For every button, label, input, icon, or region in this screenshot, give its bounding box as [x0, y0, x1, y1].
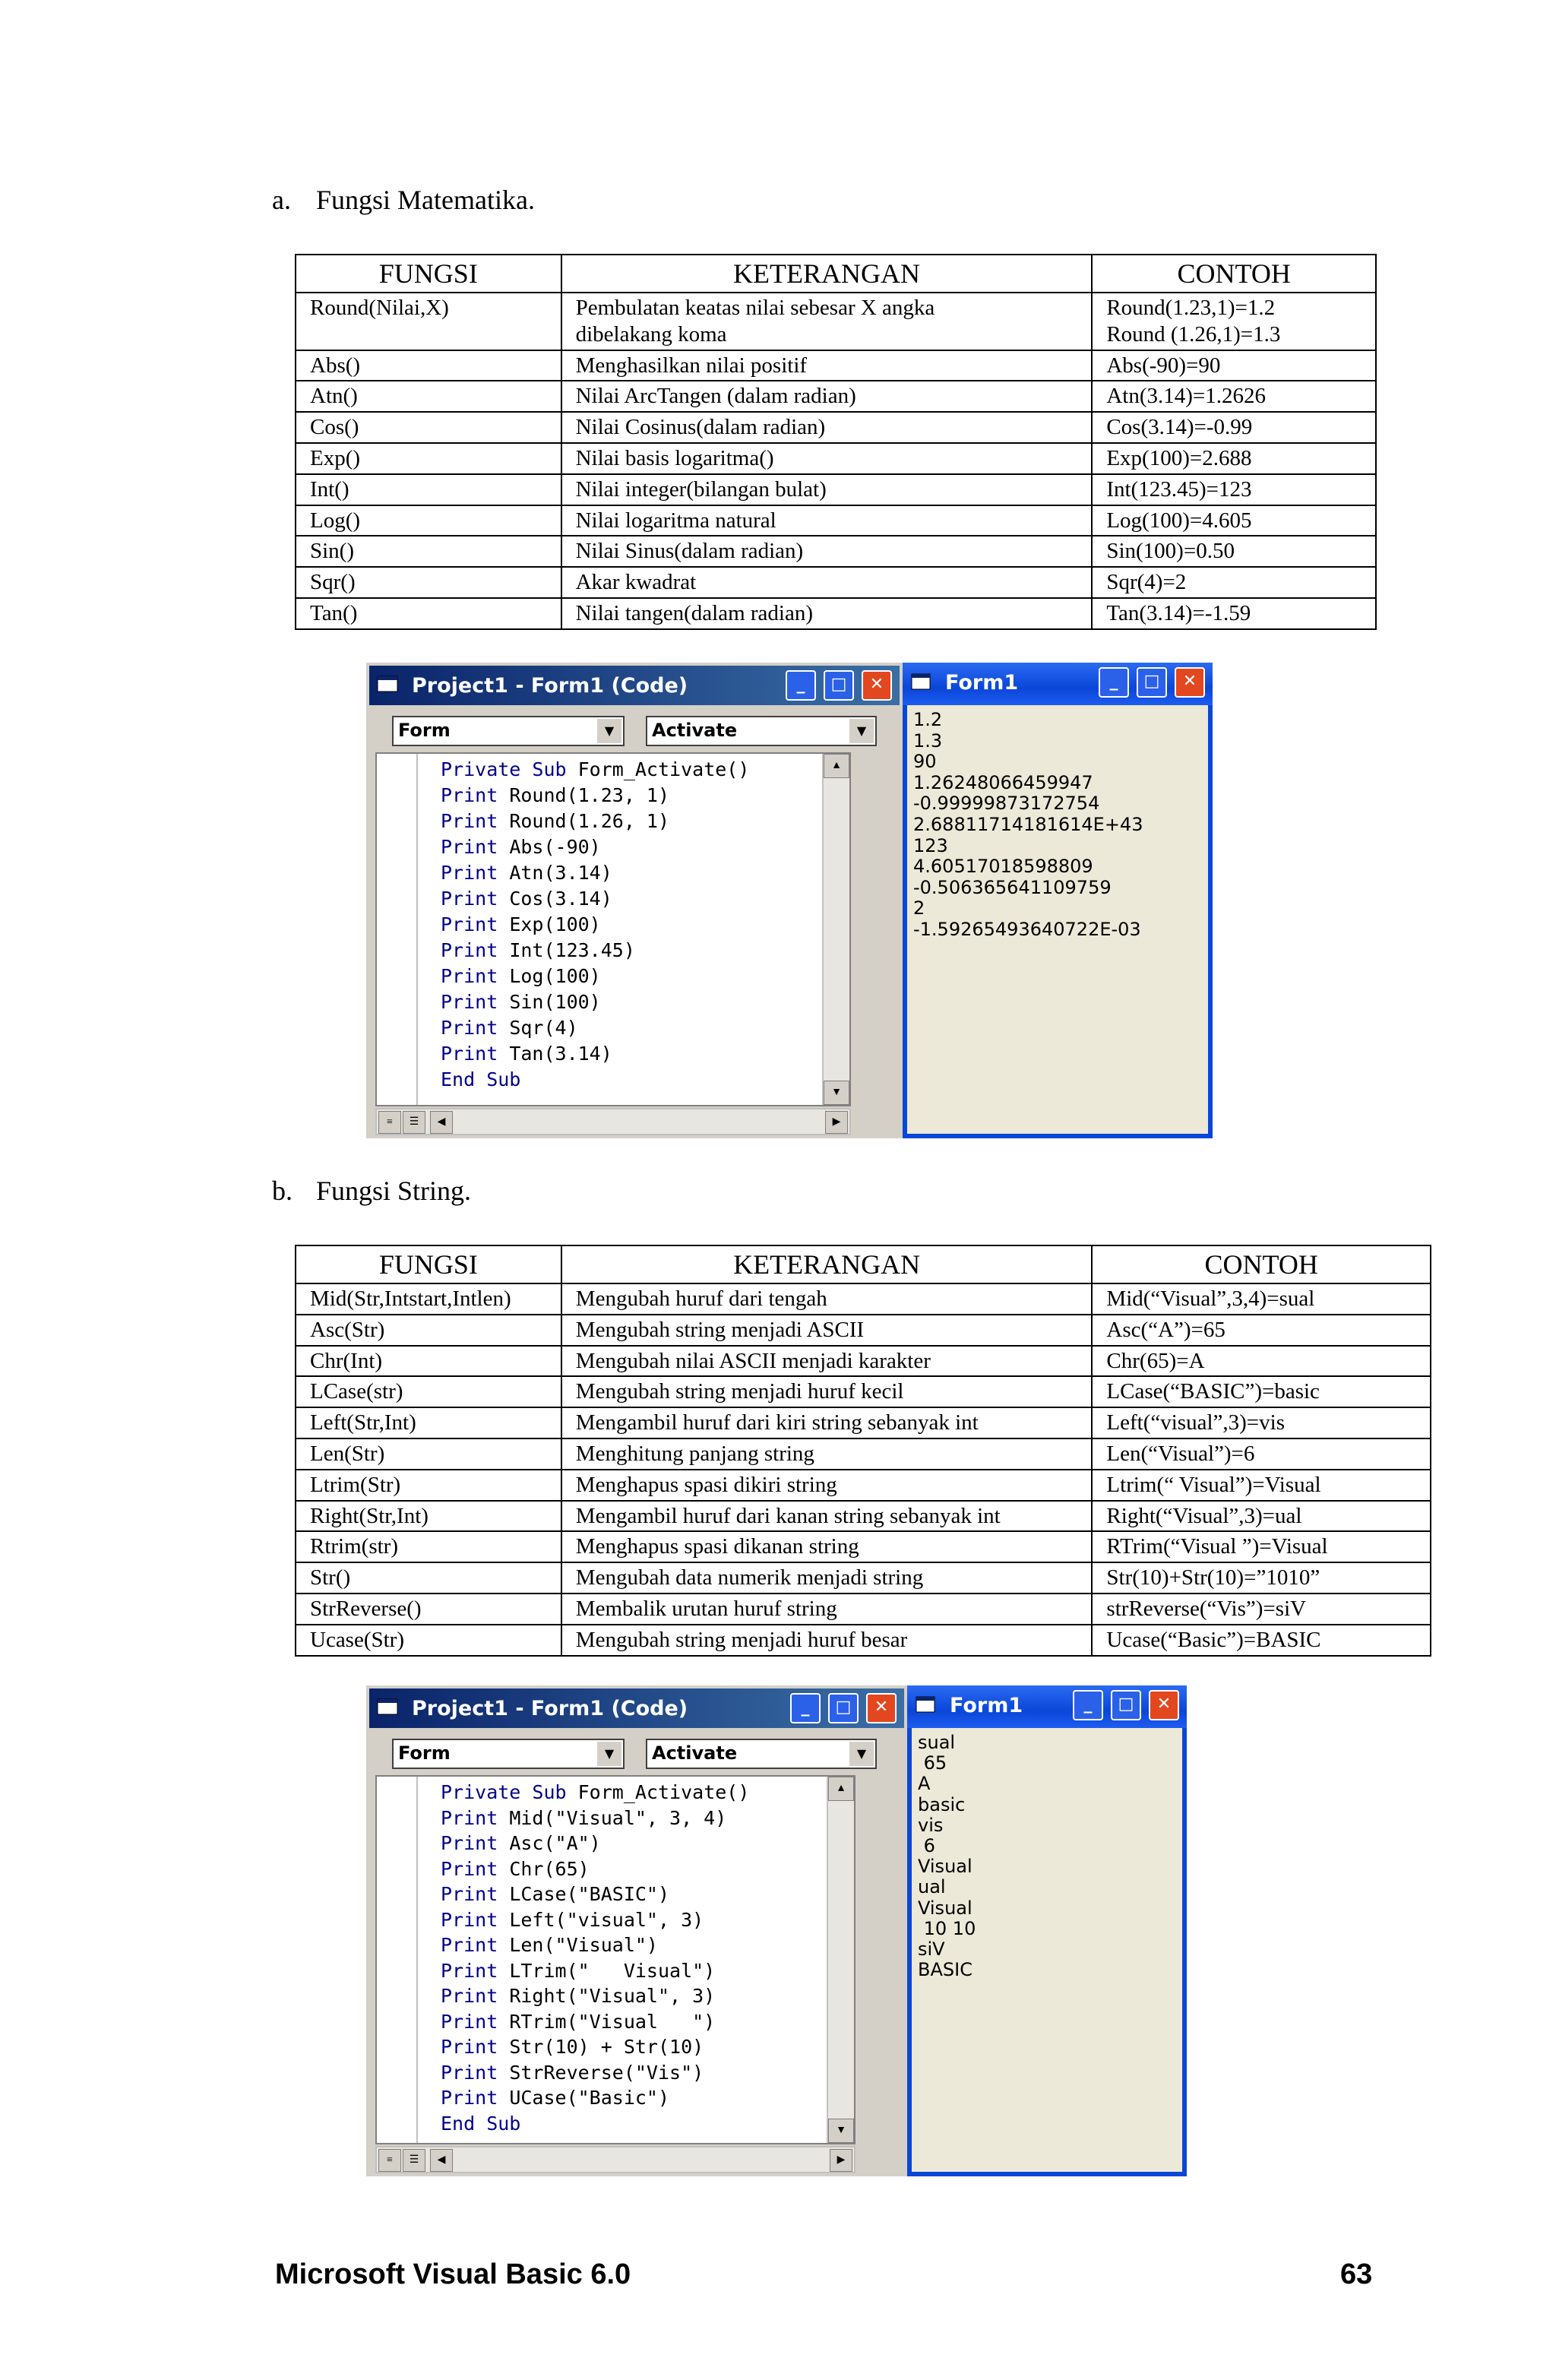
- header-fungsi: FUNGSI: [296, 255, 561, 293]
- cell-contoh: Log(100)=4.605: [1092, 505, 1376, 536]
- vb-screenshot-string: [366, 1685, 1187, 2176]
- output-line: 4.60517018598809: [913, 856, 1093, 878]
- form-output: [918, 1733, 976, 1980]
- vb-screenshot-math: [366, 663, 1213, 1138]
- minimize-icon[interactable]: _: [1099, 667, 1129, 698]
- cell-contoh: Asc(“A”)=65: [1092, 1315, 1431, 1346]
- code-window-icon: [377, 675, 400, 695]
- cell-contoh: Exp(100)=2.688: [1092, 443, 1376, 474]
- table-row: [296, 293, 1376, 350]
- cell-keterangan: Menghapus spasi dikiri string: [561, 1470, 1093, 1501]
- close-icon[interactable]: ✕: [1175, 667, 1205, 698]
- code-keyword: Print: [441, 1934, 510, 1956]
- scroll-down-icon[interactable]: ▼: [828, 2119, 854, 2143]
- cell-fungsi: Left(Str,Int): [296, 1407, 561, 1438]
- footer-page-number: 63: [1340, 2258, 1373, 2290]
- output-line: BASIC: [918, 1959, 972, 1981]
- code-text: [441, 757, 749, 1093]
- cell-contoh: Len(“Visual”)=6: [1092, 1438, 1431, 1470]
- minimize-icon[interactable]: _: [1073, 1690, 1103, 1720]
- cell-contoh: LCase(“BASIC”)=basic: [1092, 1376, 1431, 1407]
- scroll-left-icon[interactable]: ◀: [430, 2149, 453, 2172]
- code-keyword: Print: [441, 1985, 510, 2007]
- code-expression: RTrim("Visual "): [509, 2010, 716, 2033]
- cell-contoh: Abs(-90)=90: [1092, 350, 1376, 381]
- code-keyword: Print: [441, 784, 510, 806]
- cell-fungsi: StrReverse(): [296, 1594, 561, 1625]
- chevron-down-icon[interactable]: ▼: [848, 1742, 874, 1766]
- cell-fungsi: Sin(): [296, 536, 561, 567]
- maximize-icon[interactable]: □: [1137, 667, 1167, 698]
- cell-contoh: Chr(65)=A: [1092, 1346, 1431, 1377]
- code-expression: Cos(3.14): [509, 888, 612, 910]
- maximize-icon[interactable]: □: [828, 1693, 859, 1723]
- code-window-titlebar: [369, 1688, 904, 1728]
- procedure-view-icon[interactable]: ≡: [378, 2149, 401, 2172]
- code-line: [441, 1958, 749, 1984]
- close-icon[interactable]: ✕: [862, 670, 892, 701]
- code-keyword: Private Sub: [441, 758, 578, 780]
- table-row: [296, 1594, 1431, 1625]
- code-expression: Int(123.45): [509, 939, 635, 961]
- output-line: -0.99999873172754: [913, 793, 1100, 815]
- output-line: Visual: [918, 1856, 972, 1878]
- cell-keterangan: Menghitung panjang string: [561, 1438, 1093, 1470]
- cell-fungsi: Cos(): [296, 412, 561, 443]
- horizontal-scrollbar[interactable]: [375, 2146, 855, 2173]
- procedure-combo[interactable]: [646, 716, 877, 746]
- cell-keterangan: Mengubah string menjadi huruf kecil: [561, 1376, 1093, 1407]
- output-line: 1.26248066459947: [913, 771, 1093, 793]
- code-keyword: Print: [441, 1959, 510, 1982]
- code-keyword: Private Sub: [441, 1781, 578, 1803]
- code-window-title: Project1 - Form1 (Code): [412, 674, 688, 698]
- cell-fungsi: Round(Nilai,X): [296, 293, 561, 350]
- object-combo-value: Form: [398, 720, 451, 741]
- code-line: [441, 1831, 749, 1856]
- cell-contoh: Atn(3.14)=1.2626: [1092, 381, 1376, 412]
- code-editor[interactable]: [375, 752, 851, 1106]
- form-titlebar: [903, 663, 1213, 705]
- code-line: [441, 1882, 749, 1907]
- code-keyword: Print: [441, 913, 510, 935]
- cell-fungsi: LCase(str): [296, 1376, 561, 1407]
- table-row: [296, 381, 1376, 412]
- table-row: [296, 1407, 1431, 1438]
- code-keyword: Print: [441, 862, 510, 884]
- code-keyword: Print: [441, 836, 510, 858]
- code-window-title: Project1 - Form1 (Code): [412, 1697, 688, 1720]
- output-line: 10 10: [918, 1917, 976, 1939]
- cell-keterangan: Akar kwadrat: [561, 567, 1093, 598]
- vertical-scrollbar[interactable]: [827, 1777, 854, 2143]
- table-row: [296, 1470, 1431, 1501]
- table-row: [296, 474, 1376, 505]
- maximize-icon[interactable]: □: [824, 670, 854, 701]
- cell-fungsi: Mid(Str,Intstart,Intlen): [296, 1283, 561, 1315]
- code-expression: Log(100): [509, 965, 601, 987]
- cell-keterangan: Membalik urutan huruf string: [561, 1594, 1093, 1625]
- maximize-icon[interactable]: □: [1111, 1690, 1141, 1720]
- table-row: [296, 1315, 1431, 1346]
- header-keterangan: KETERANGAN: [561, 255, 1093, 293]
- output-line: 6: [918, 1835, 935, 1857]
- footer-book-title: Microsoft Visual Basic 6.0: [275, 2258, 631, 2290]
- code-expression: Left("visual", 3): [509, 1908, 704, 1931]
- code-expression: Asc("A"): [509, 1832, 601, 1854]
- cell-keterangan: Mengubah nilai ASCII menjadi karakter: [561, 1346, 1093, 1377]
- minimize-icon[interactable]: _: [790, 1693, 821, 1723]
- code-margin: [377, 1777, 418, 2143]
- code-keyword: Print: [441, 2010, 510, 2033]
- cell-contoh: Round(1.23,1)=1.2 Round (1.26,1)=1.3: [1092, 293, 1376, 350]
- code-text: [441, 1780, 749, 2136]
- cell-fungsi: Ltrim(Str): [296, 1470, 561, 1501]
- code-expression: Atn(3.14): [509, 862, 612, 884]
- code-expression: Right("Visual", 3): [509, 1985, 716, 2007]
- string-functions-table: [295, 1245, 1431, 1657]
- cell-keterangan: Menghapus spasi dikanan string: [561, 1531, 1093, 1562]
- code-keyword: End Sub: [441, 1068, 521, 1090]
- code-expression: Form_Activate(): [577, 758, 750, 780]
- code-line: [441, 2085, 749, 2111]
- code-keyword: Print: [441, 888, 510, 910]
- cell-keterangan: Pembulatan keatas nilai sebesar X angka dibelakang koma: [561, 293, 1093, 350]
- code-keyword: Print: [441, 810, 510, 832]
- code-line: [441, 2009, 749, 2035]
- code-expression: Tan(3.14): [509, 1043, 612, 1065]
- output-line: 2: [913, 897, 925, 919]
- code-window: [366, 663, 903, 1138]
- code-expression: Round(1.23, 1): [509, 784, 670, 806]
- output-line: siV: [918, 1938, 945, 1961]
- output-line: -0.506365641109759: [913, 876, 1112, 898]
- table-row: [296, 567, 1376, 598]
- code-keyword: Print: [441, 1883, 510, 1905]
- code-line: [441, 989, 749, 1015]
- code-line: [441, 2034, 749, 2060]
- full-module-view-icon[interactable]: ☰: [403, 2149, 425, 2172]
- cell-keterangan: Nilai Sinus(dalam radian): [561, 536, 1093, 567]
- code-line: [441, 757, 749, 783]
- header-fungsi: FUNGSI: [296, 1245, 561, 1283]
- procedure-view-icon[interactable]: ≡: [378, 1111, 401, 1134]
- code-line: [441, 783, 749, 809]
- code-line: [441, 1907, 749, 1933]
- procedure-combo-value: Activate: [652, 720, 738, 741]
- cell-contoh: Tan(3.14)=-1.59: [1092, 598, 1376, 629]
- code-keyword: Print: [441, 1043, 510, 1065]
- cell-fungsi: Rtrim(str): [296, 1531, 561, 1562]
- cell-keterangan: Mengubah string menjadi ASCII: [561, 1315, 1093, 1346]
- code-keyword: Print: [441, 965, 510, 987]
- code-expression: LCase("BASIC"): [509, 1883, 670, 1905]
- table-row: [296, 412, 1376, 443]
- section-a-title: Fungsi Matematika.: [316, 185, 535, 215]
- table-row: [296, 1531, 1431, 1562]
- code-expression: Round(1.26, 1): [509, 810, 670, 832]
- output-line: 1.2: [913, 709, 943, 730]
- form-title: Form1: [950, 1694, 1023, 1717]
- cell-keterangan: Mengubah huruf dari tengah: [561, 1283, 1093, 1315]
- cell-keterangan: Mengubah data numerik menjadi string: [561, 1562, 1093, 1594]
- code-margin: [377, 754, 418, 1105]
- table-row: [296, 1625, 1431, 1656]
- cell-keterangan: Mengambil huruf dari kiri string sebanyak int: [561, 1407, 1093, 1438]
- code-keyword: Print: [441, 2061, 510, 2084]
- table-row: [296, 1438, 1431, 1470]
- cell-keterangan: Nilai tangen(dalam radian): [561, 598, 1093, 629]
- code-line: [441, 1983, 749, 2009]
- output-line: basic: [918, 1793, 966, 1815]
- table-row: [296, 536, 1376, 567]
- cell-fungsi: Exp(): [296, 443, 561, 474]
- close-icon[interactable]: ✕: [866, 1693, 897, 1723]
- code-keyword: End Sub: [441, 2112, 521, 2135]
- output-line: 90: [913, 751, 937, 773]
- form-titlebar: [907, 1685, 1187, 1728]
- cell-fungsi: Atn(): [296, 381, 561, 412]
- scroll-up-icon[interactable]: ▲: [828, 1777, 854, 1801]
- code-keyword: Print: [441, 1857, 510, 1880]
- table-row: [296, 598, 1376, 629]
- cell-contoh: Sqr(4)=2: [1092, 567, 1376, 598]
- output-line: Visual: [918, 1897, 972, 1919]
- table-row: [296, 1501, 1431, 1532]
- section-a-letter: a.: [272, 185, 291, 215]
- code-window-titlebar: [369, 666, 900, 705]
- cell-fungsi: Right(Str,Int): [296, 1501, 561, 1532]
- object-combo-value: Form: [398, 1742, 451, 1764]
- cell-contoh: Int(123.45)=123: [1092, 474, 1376, 505]
- cell-fungsi: Str(): [296, 1562, 561, 1594]
- cell-fungsi: Sqr(): [296, 567, 561, 598]
- header-keterangan: KETERANGAN: [561, 1245, 1093, 1283]
- output-line: 123: [913, 834, 948, 856]
- code-line: [441, 1856, 749, 1882]
- chevron-down-icon[interactable]: ▼: [596, 719, 621, 743]
- cell-fungsi: Ucase(Str): [296, 1625, 561, 1656]
- close-icon[interactable]: ✕: [1149, 1690, 1179, 1720]
- output-line: vis: [918, 1814, 944, 1836]
- table-row: [296, 1346, 1431, 1377]
- code-expression: StrReverse("Vis"): [509, 2061, 704, 2084]
- scroll-up-icon[interactable]: ▲: [824, 754, 849, 778]
- procedure-combo-value: Activate: [652, 1742, 738, 1764]
- code-line: [441, 2060, 749, 2086]
- table-row: [296, 1283, 1431, 1315]
- code-line: [441, 886, 749, 912]
- scroll-right-icon[interactable]: ▶: [830, 2149, 852, 2172]
- chevron-down-icon[interactable]: ▼: [848, 719, 874, 743]
- code-line: [441, 809, 749, 834]
- code-line: [441, 964, 749, 989]
- math-functions-table: [295, 254, 1377, 630]
- code-expression: Len("Visual"): [509, 1934, 658, 1956]
- code-keyword: Print: [441, 939, 510, 961]
- code-expression: Sin(100): [509, 991, 601, 1013]
- header-contoh: CONTOH: [1092, 1245, 1431, 1283]
- code-keyword: Print: [441, 2087, 510, 2109]
- code-expression: Chr(65): [509, 1857, 590, 1880]
- code-expression: Exp(100): [509, 913, 601, 935]
- section-b-heading: [272, 1175, 471, 1207]
- output-line: ual: [918, 1876, 946, 1898]
- full-module-view-icon[interactable]: ☰: [403, 1111, 425, 1134]
- cell-fungsi: Len(Str): [296, 1438, 561, 1470]
- table-row: [296, 1376, 1431, 1407]
- output-line: A: [918, 1773, 931, 1795]
- cell-contoh: Str(10)+Str(10)=”1010”: [1092, 1562, 1431, 1594]
- object-combo[interactable]: [392, 716, 625, 746]
- cell-keterangan: Nilai Cosinus(dalam radian): [561, 412, 1093, 443]
- section-b-title: Fungsi String.: [316, 1176, 472, 1206]
- cell-contoh: Cos(3.14)=-0.99: [1092, 412, 1376, 443]
- form-icon: [910, 672, 933, 692]
- procedure-combo[interactable]: [646, 1739, 877, 1769]
- code-keyword: Print: [441, 1908, 510, 1931]
- form-title: Form1: [945, 671, 1019, 695]
- code-keyword: Print: [441, 1806, 510, 1829]
- form-window: [903, 663, 1213, 1138]
- cell-fungsi: Asc(Str): [296, 1315, 561, 1346]
- code-window: [366, 1685, 907, 2176]
- output-line: 2.68811714181614E+43: [913, 813, 1143, 835]
- cell-fungsi: Tan(): [296, 598, 561, 629]
- cell-fungsi: Abs(): [296, 350, 561, 381]
- section-a-heading: [272, 184, 535, 216]
- scroll-down-icon[interactable]: ▼: [824, 1081, 849, 1105]
- code-line: [441, 912, 749, 938]
- code-expression: Abs(-90): [509, 836, 601, 858]
- cell-keterangan: Mengambil huruf dari kanan string sebanyak int: [561, 1501, 1093, 1532]
- cell-keterangan: Nilai basis logaritma(): [561, 443, 1093, 474]
- table-row: [296, 350, 1376, 381]
- vertical-scrollbar[interactable]: [822, 754, 849, 1105]
- code-line: [441, 860, 749, 886]
- code-expression: Str(10) + Str(10): [509, 2036, 704, 2058]
- code-line: [441, 2111, 749, 2137]
- cell-contoh: Ucase(“Basic”)=BASIC: [1092, 1625, 1431, 1656]
- cell-contoh: RTrim(“Visual ”)=Visual: [1092, 1531, 1431, 1562]
- cell-fungsi: Int(): [296, 474, 561, 505]
- output-line: 1.3: [913, 730, 943, 752]
- cell-contoh: Left(“visual”,3)=vis: [1092, 1407, 1431, 1438]
- code-keyword: Print: [441, 1017, 510, 1039]
- code-keyword: Print: [441, 991, 510, 1013]
- code-line: [441, 1932, 749, 1958]
- form-output: [913, 710, 1143, 941]
- cell-contoh: strReverse(“Vis”)=siV: [1092, 1594, 1431, 1625]
- cell-fungsi: Chr(Int): [296, 1346, 561, 1377]
- minimize-icon[interactable]: _: [786, 670, 816, 701]
- cell-contoh: Sin(100)=0.50: [1092, 536, 1376, 567]
- cell-fungsi: Log(): [296, 505, 561, 536]
- code-expression: Sqr(4): [509, 1017, 578, 1039]
- scroll-right-icon[interactable]: ▶: [825, 1111, 848, 1134]
- code-line: [441, 1806, 749, 1831]
- code-expression: Mid("Visual", 3, 4): [509, 1806, 727, 1829]
- chevron-down-icon[interactable]: ▼: [596, 1742, 621, 1766]
- scroll-left-icon[interactable]: ◀: [430, 1111, 453, 1134]
- form-icon: [915, 1695, 938, 1714]
- horizontal-scrollbar[interactable]: [375, 1108, 851, 1135]
- code-keyword: Print: [441, 2036, 510, 2058]
- output-line: 65: [918, 1752, 947, 1774]
- code-line: [441, 1067, 749, 1093]
- section-b-letter: b.: [272, 1176, 293, 1206]
- cell-keterangan: Menghasilkan nilai positif: [561, 350, 1093, 381]
- cell-keterangan: Nilai ArcTangen (dalam radian): [561, 381, 1093, 412]
- code-expression: LTrim(" Visual"): [509, 1959, 716, 1982]
- code-line: [441, 1015, 749, 1041]
- output-line: -1.59265493640722E-03: [913, 918, 1141, 940]
- cell-contoh: Right(“Visual”,3)=ual: [1092, 1501, 1431, 1532]
- table-row: [296, 443, 1376, 474]
- code-line: [441, 938, 749, 964]
- code-keyword: Print: [441, 1832, 510, 1854]
- code-editor[interactable]: [375, 1775, 855, 2144]
- cell-keterangan: Mengubah string menjadi huruf besar: [561, 1625, 1093, 1656]
- cell-keterangan: Nilai integer(bilangan bulat): [561, 474, 1093, 505]
- header-contoh: CONTOH: [1092, 255, 1376, 293]
- table-row: [296, 1562, 1431, 1594]
- code-line: [441, 834, 749, 860]
- code-line: [441, 1041, 749, 1067]
- cell-contoh: Mid(“Visual”,3,4)=sual: [1092, 1283, 1431, 1315]
- code-expression: Form_Activate(): [577, 1781, 750, 1803]
- code-expression: UCase("Basic"): [509, 2087, 670, 2109]
- object-combo[interactable]: [392, 1739, 625, 1769]
- code-line: [441, 1780, 749, 1806]
- code-window-icon: [377, 1698, 400, 1717]
- output-line: sual: [918, 1732, 956, 1753]
- cell-contoh: Ltrim(“ Visual”)=Visual: [1092, 1470, 1431, 1501]
- cell-keterangan: Nilai logaritma natural: [561, 505, 1093, 536]
- form-window: [907, 1685, 1187, 2176]
- table-row: [296, 505, 1376, 536]
